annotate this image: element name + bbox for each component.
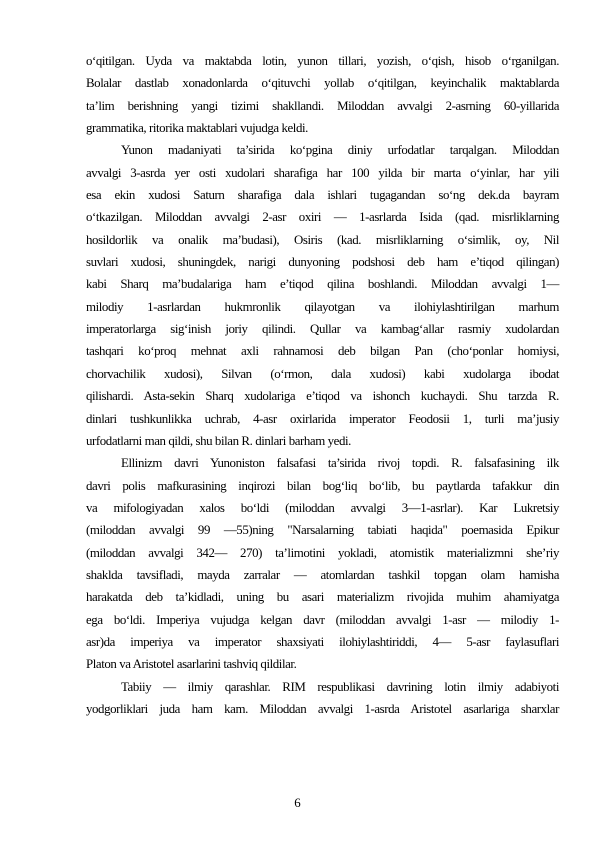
text-line: urfodatlarni man qildi, shu bilan R. dinlari barham yedi.	[86, 433, 351, 448]
text-line: Platon va Aristotel asarlarini tashviq qildilar.	[86, 657, 297, 672]
text-line: harakatda deb ta’kidladi, uning bu asari materializm rivojida muhim ahamiyatga	[86, 590, 559, 605]
text-line: suvlari xudosi, shuningdek, narigi dunyoning podshosi deb ham e’tiqod qilingan)	[86, 255, 559, 270]
text-line: qilishardi. Asta-sekin Sharq xudolariga e’tiqod va ishonch kuchaydi. Shu tarzda R.	[86, 389, 559, 404]
text-line: Yunon madaniyati ta’sirida ko‘pgina diniy urfodatlar tarqalgan. Miloddan	[121, 143, 559, 158]
text-line: Bolalar dastlab xonadonlarda o‘qituvchi yollab o‘qitilgan, keyinchalik maktablarda	[86, 76, 559, 91]
text-line: esa ekin xudosi Saturn sharafiga dala ishlari tugagandan so‘ng dek.da bayram	[86, 188, 559, 203]
text-line: milodiy 1-asrlardan hukmronlik qilayotgan va ilohiylashtirilgan marhum	[86, 299, 559, 314]
text-line: (miloddan avvalgi 99 —55)ning "Narsalarning tabiati haqida" poemasida Epikur	[86, 523, 559, 538]
text-line: o‘tkazilgan. Miloddan avvalgi 2-asr oxiri — 1-asrlarda Isida (qad. misrliklarning	[86, 210, 559, 225]
text-line: ta’lim berishning yangi tizimi shakllandi. Miloddan avvalgi 2-asrning 60-yillarida	[86, 98, 559, 113]
text-line: imperatorlarga sig‘inish joriy qilindi. Qullar va kambag‘allar rasmiy xudolardan	[86, 322, 559, 337]
text-line: hosildorlik va onalik ma’budasi), Osiris (kad. misrliklarning o‘simlik, oy, Nil	[86, 232, 559, 247]
text-line: kabi Sharq ma’budalariga ham e’tiqod qilina boshlandi. Miloddan avvalgi 1—	[86, 277, 559, 292]
text-line: grammatika, ritorika maktablari vujudga keldi.	[86, 121, 308, 136]
text-line: shaklda tavsifladi, mayda zarralar — atomlardan tashkil topgan olam hamisha	[86, 567, 559, 582]
text-line: va mifologiyadan xalos bo‘ldi (miloddan avvalgi 3—1-asrlar). Kar Lukretsiy	[86, 500, 559, 515]
text-line: ega bo‘ldi. Imperiya vujudga kelgan davr (miloddan avvalgi 1-asr — milodiy 1-	[86, 612, 559, 627]
text-line: davri polis mafkurasining inqirozi bilan bog‘liq bo‘lib, bu paytlarda tafakkur din	[86, 478, 559, 493]
text-line: dinlari tushkunlikka uchrab, 4-asr oxirlarida imperator Feodosii 1, turli ma’jusiy	[86, 411, 559, 426]
text-line: yodgorliklari juda ham kam. Miloddan avvalgi 1-asrda Aristotel asarlariga sharxlar	[86, 701, 559, 716]
page-number: 6	[294, 796, 301, 810]
text-line: avvalgi 3-asrda yer osti xudolari sharafiga har 100 yilda bir marta o‘yinlar, har yili	[86, 165, 559, 180]
text-line: asr)da imperiya va imperator shaxsiyati ilohiylashtiriddi, 4— 5-asr faylasuflari	[86, 634, 559, 649]
text-line: tashqari ko‘proq mehnat axli rahnamosi deb bilgan Pan (cho‘ponlar homiysi,	[86, 344, 559, 359]
text-line: Tabiiy — ilmiy qarashlar. RIM respublikasi davrining lotin ilmiy adabiyoti	[121, 679, 559, 694]
text-line: Ellinizm davri Yunoniston falsafasi ta’sirida rivoj topdi. R. falsafasining ilk	[121, 456, 559, 471]
body-text	[86, 50, 559, 720]
text-line: o‘qitilgan. Uyda va maktabda lotin, yunon tillari, yozish, o‘qish, hisob o‘rganilgan.	[86, 54, 559, 68]
text-line: (miloddan avvalgi 342— 270) ta’limotini yokladi, atomistik materializmni she’riy	[86, 545, 559, 560]
text-line: chorvachilik xudosi), Silvan (o‘rmon, dala xudosi) kabi xudolarga ibodat	[86, 366, 559, 381]
